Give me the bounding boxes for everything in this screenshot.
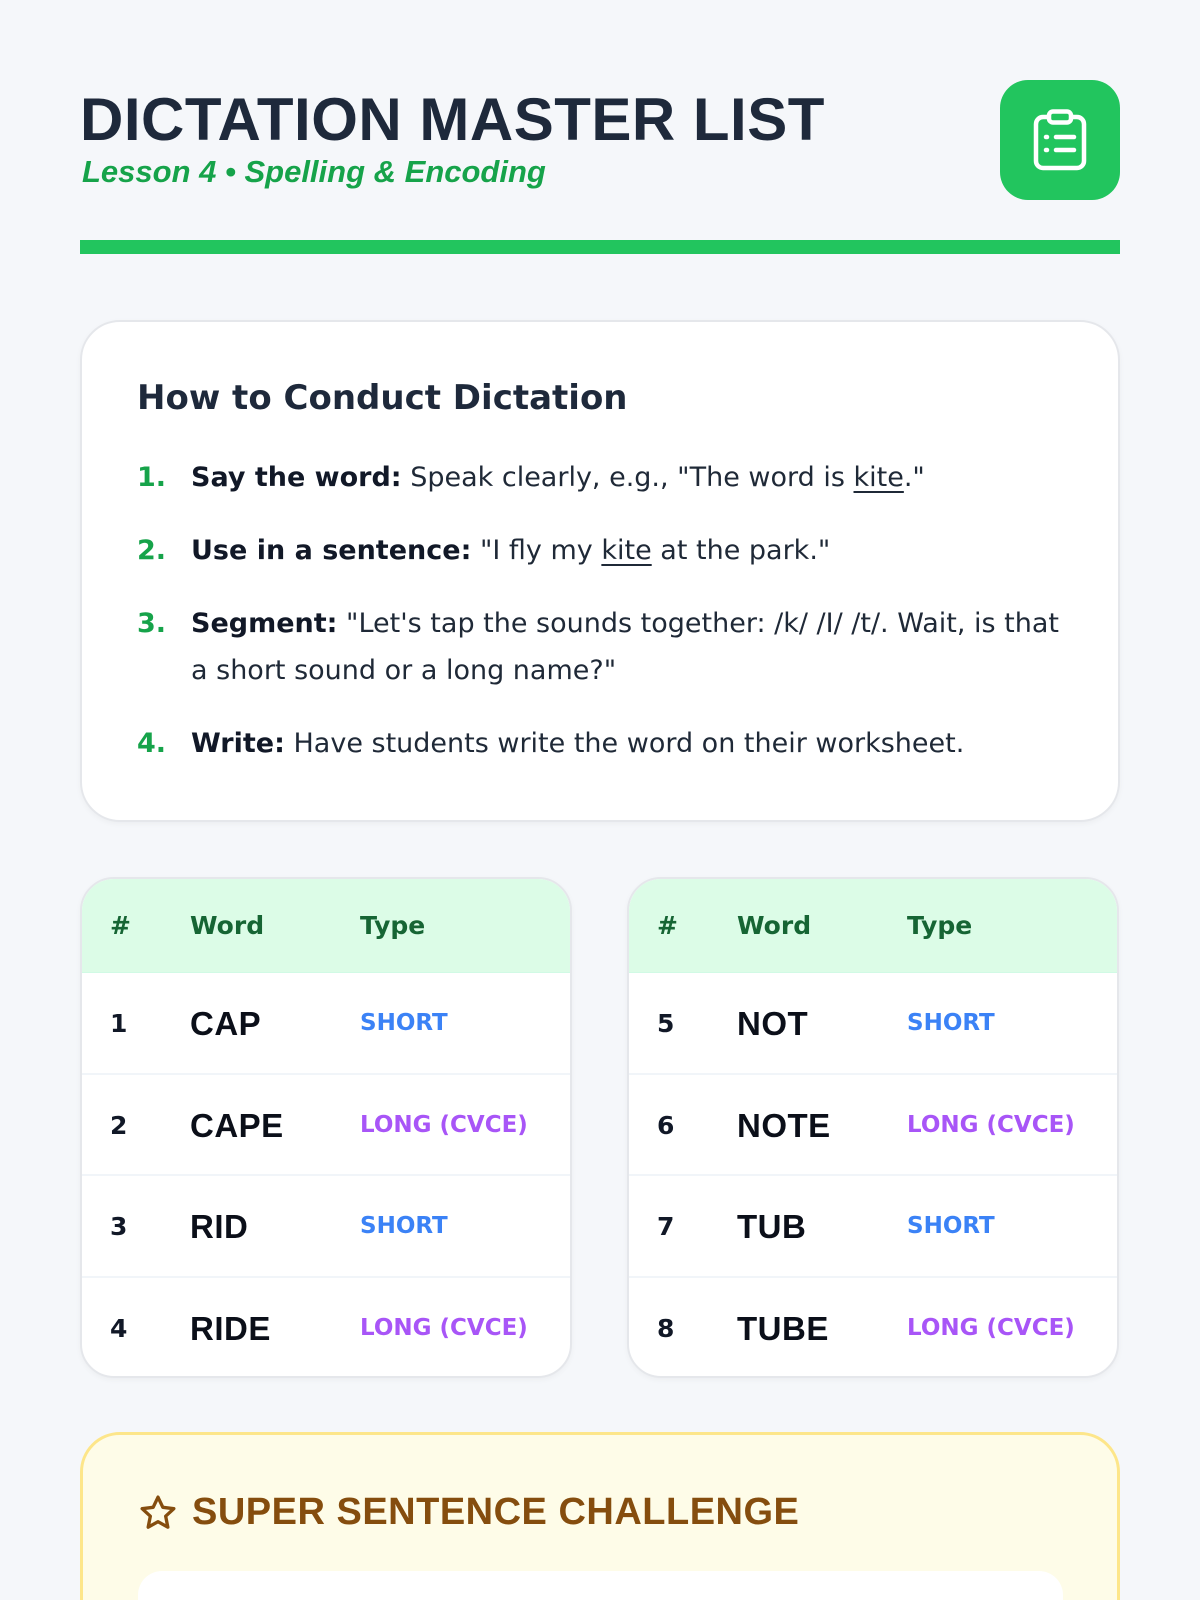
instructions-steps	[137, 454, 1067, 793]
column-header-word: Word	[190, 911, 265, 940]
step-text: Have students write the word on their worksheet.	[284, 728, 965, 759]
row-type-badge: SHORT	[907, 1010, 995, 1036]
step-text-end: at the park."	[651, 535, 831, 566]
row-number: 1	[110, 1009, 128, 1038]
row-number: 4	[110, 1313, 128, 1343]
row-word: TUBE	[737, 1309, 829, 1347]
row-type-badge: LONG (CVCE)	[907, 1111, 1075, 1138]
column-header-word: Word	[737, 911, 812, 940]
challenge-header	[138, 1491, 799, 1534]
step-number: 1.	[137, 462, 167, 493]
step-lead: Use in a sentence:	[191, 535, 472, 566]
row-word: CAPE	[190, 1106, 284, 1144]
step-text: "Let's tap the sounds together: /k/ /I/ /t/. Wait, is that a short sound or a long name?"	[191, 608, 1059, 686]
step-text-end: ."	[903, 462, 925, 493]
page-header	[80, 80, 1120, 200]
step-text: "I fly my	[471, 535, 602, 566]
row-word: CAP	[190, 1005, 262, 1042]
row-type-badge: SHORT	[907, 1213, 995, 1239]
row-type-badge: LONG (CVCE)	[360, 1314, 528, 1341]
table-row	[82, 1075, 570, 1177]
star-outline-icon	[138, 1493, 178, 1533]
header-divider	[80, 240, 1120, 254]
step-3	[137, 600, 1067, 694]
row-type-badge: LONG (CVCE)	[907, 1314, 1075, 1341]
challenge-title: SUPER SENTENCE CHALLENGE	[192, 1491, 800, 1533]
table-row	[629, 1075, 1117, 1177]
column-header-type: Type	[907, 911, 973, 940]
table-row	[82, 1278, 570, 1379]
table-row	[82, 973, 570, 1075]
challenge-sentence-box	[138, 1571, 1063, 1600]
row-word: RID	[190, 1208, 249, 1245]
step-example-word: kite	[853, 462, 904, 493]
step-2	[137, 527, 1067, 574]
row-word: TUB	[737, 1208, 807, 1245]
row-type-badge: SHORT	[360, 1213, 448, 1239]
row-type-badge: LONG (CVCE)	[360, 1111, 528, 1138]
row-number: 8	[657, 1313, 675, 1343]
row-word: NOT	[737, 1005, 809, 1042]
instructions-heading: How to Conduct Dictation	[137, 378, 628, 418]
row-number: 5	[657, 1009, 675, 1038]
step-4	[137, 720, 1067, 767]
column-header-type: Type	[360, 911, 426, 940]
row-type-badge: SHORT	[360, 1010, 448, 1036]
row-number: 6	[657, 1110, 675, 1140]
table-header	[82, 879, 570, 973]
row-number: 7	[657, 1212, 675, 1241]
step-lead: Say the word:	[191, 462, 402, 493]
step-lead: Segment:	[191, 608, 338, 639]
table-row	[82, 1176, 570, 1278]
page-subtitle: Lesson 4 • Spelling & Encoding	[82, 154, 546, 189]
table-row	[629, 1176, 1117, 1278]
row-word: NOTE	[737, 1106, 831, 1144]
step-number: 3.	[137, 608, 167, 639]
column-header-number: #	[657, 911, 678, 940]
row-number: 3	[110, 1212, 128, 1241]
instructions-card	[80, 320, 1120, 822]
word-table-2	[627, 877, 1119, 1378]
column-header-number: #	[110, 911, 131, 940]
challenge-card	[80, 1432, 1120, 1600]
word-table-1	[80, 877, 572, 1378]
table-row	[629, 1278, 1117, 1379]
step-number: 2.	[137, 535, 167, 566]
row-number: 2	[110, 1110, 128, 1140]
step-lead: Write:	[191, 728, 285, 759]
clipboard-button[interactable]	[1000, 80, 1120, 200]
clipboard-list-icon	[1032, 109, 1088, 171]
step-number: 4.	[137, 728, 167, 759]
table-header	[629, 879, 1117, 973]
table-row	[629, 973, 1117, 1075]
row-word: RIDE	[190, 1309, 271, 1347]
page-title: DICTATION MASTER LIST	[80, 86, 825, 153]
step-1	[137, 454, 1067, 501]
step-text: Speak clearly, e.g., "The word is	[401, 462, 854, 493]
step-example-word: kite	[601, 535, 652, 566]
